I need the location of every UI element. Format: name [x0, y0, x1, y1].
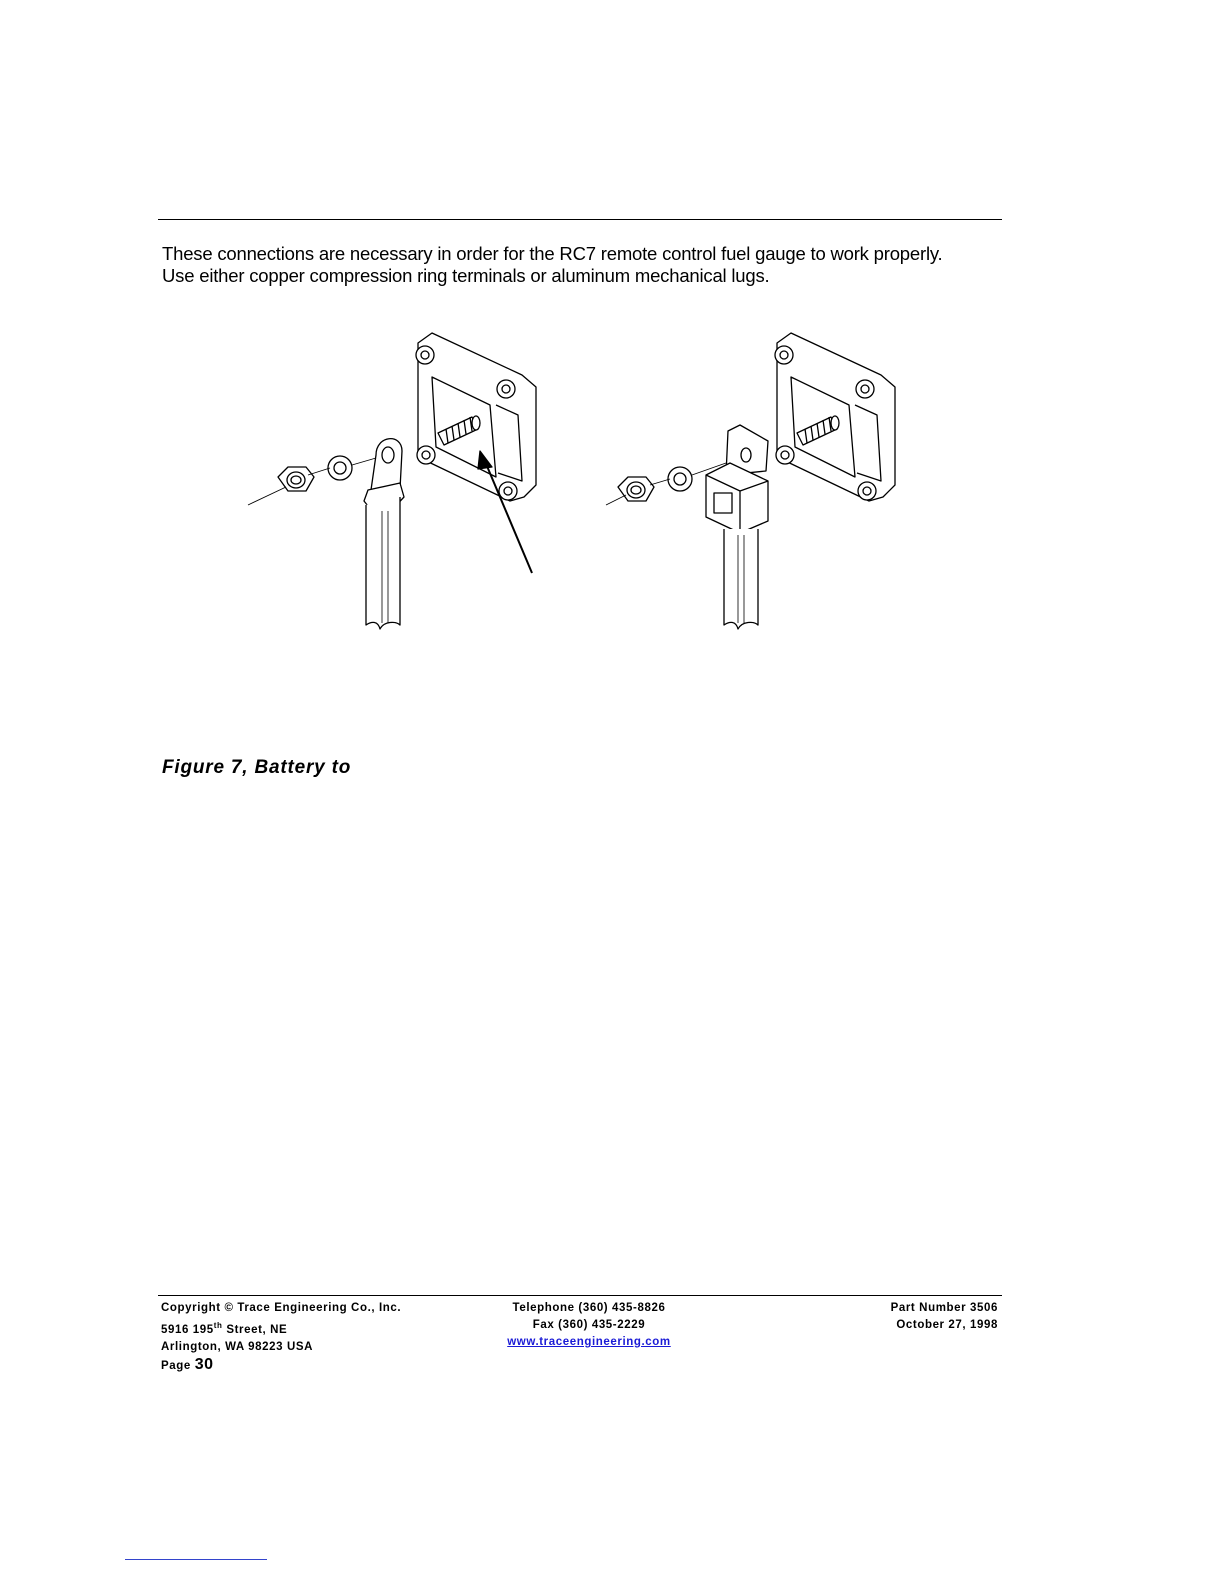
- battery-terminal-figure: [240, 325, 940, 645]
- footer-copyright: Copyright © Trace Engineering Co., Inc.: [161, 1302, 402, 1314]
- ring-terminal-connection: [248, 333, 536, 629]
- footer-left: [161, 1300, 401, 1375]
- bottom-link-line: [125, 1559, 267, 1560]
- footer-rule: [158, 1295, 1002, 1296]
- body-paragraph: [162, 243, 942, 287]
- footer-page: Page 30: [161, 1355, 214, 1373]
- page-number: 30: [194, 1355, 214, 1373]
- body-line-1: These connections are necessary in order for the RC7 remote control fuel gauge to work properly.: [162, 243, 943, 264]
- mechanical-lug-connection: [606, 333, 895, 629]
- footer-fax: Fax (360) 435-2229: [532, 1319, 646, 1331]
- footer-website-link[interactable]: www.traceengineering.com: [507, 1336, 671, 1348]
- footer-part-number: Part Number 3506: [890, 1302, 998, 1314]
- footer-address-2: Arlington, WA 98223 USA: [161, 1340, 314, 1353]
- footer-address-1: 5916 195th Street, NE: [161, 1321, 288, 1336]
- body-line-2: Use either copper compression ring terminals or aluminum mechanical lugs.: [162, 265, 770, 286]
- footer-telephone: Telephone (360) 435-8826: [512, 1302, 666, 1314]
- figure-caption: Figure 7, Battery to: [162, 757, 352, 778]
- header-rule: [158, 219, 1002, 220]
- footer-right: [891, 1300, 998, 1334]
- footer-date: October 27, 1998: [896, 1319, 998, 1331]
- footer-center: [498, 1300, 680, 1351]
